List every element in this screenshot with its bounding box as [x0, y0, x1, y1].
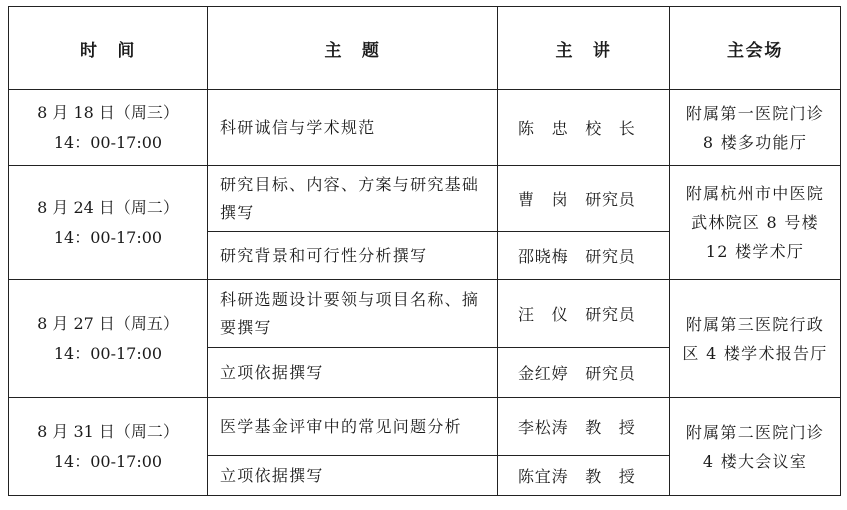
- header-topic: 主 题: [208, 7, 498, 90]
- table-row: [9, 90, 841, 166]
- table-row: [9, 280, 841, 348]
- talk-topic: 研究目标、内容、方案与研究基础撰写: [208, 166, 498, 232]
- session-venue: 附属第一医院门诊 8 楼多功能厅: [670, 90, 841, 166]
- session-date: 8 月 24 日（周二）: [37, 197, 179, 217]
- talk-topic: 立项依据撰写: [208, 348, 498, 398]
- session-venue: 附属杭州市中医院武林院区 8 号楼 12 楼学术厅: [670, 166, 841, 280]
- header-row: [9, 7, 841, 90]
- talk-speaker: 李松涛 教 授: [498, 398, 670, 456]
- session-time-cell: [9, 280, 208, 398]
- header-venue: 主会场: [670, 7, 841, 90]
- talk-topic: 科研选题设计要领与项目名称、摘要撰写: [208, 280, 498, 348]
- session-venue: 附属第二医院门诊 4 楼大会议室: [670, 398, 841, 496]
- talk-topic: 科研诚信与学术规范: [208, 90, 498, 166]
- table-row: [9, 398, 841, 456]
- session-venue: 附属第三医院行政区 4 楼学术报告厅: [670, 280, 841, 398]
- talk-speaker: 曹 岗 研究员: [498, 166, 670, 232]
- talk-speaker: 金红婷 研究员: [498, 348, 670, 398]
- header-time: 时 间: [9, 7, 208, 90]
- talk-speaker: 陈宜涛 教 授: [498, 456, 670, 496]
- header-speaker: 主 讲: [498, 7, 670, 90]
- session-date: 8 月 18 日（周三）: [37, 102, 179, 122]
- schedule-table: [8, 6, 841, 496]
- talk-topic: 医学基金评审中的常见问题分析: [208, 398, 498, 456]
- session-hours: 14：00-17:00: [53, 343, 163, 363]
- session-hours: 14：00-17:00: [53, 227, 163, 247]
- talk-speaker: 陈 忠 校 长: [498, 90, 670, 166]
- talk-speaker: 邵晓梅 研究员: [498, 232, 670, 280]
- session-time-cell: [9, 398, 208, 496]
- session-time-cell: [9, 90, 208, 166]
- session-hours: 14：00-17:00: [53, 451, 163, 471]
- session-date: 8 月 27 日（周五）: [37, 313, 179, 333]
- table-row: [9, 166, 841, 232]
- session-hours: 14：00-17:00: [53, 132, 163, 152]
- talk-topic: 立项依据撰写: [208, 456, 498, 496]
- session-date: 8 月 31 日（周二）: [37, 421, 179, 441]
- session-time-cell: [9, 166, 208, 280]
- talk-speaker: 汪 仪 研究员: [498, 280, 670, 348]
- talk-topic: 研究背景和可行性分析撰写: [208, 232, 498, 280]
